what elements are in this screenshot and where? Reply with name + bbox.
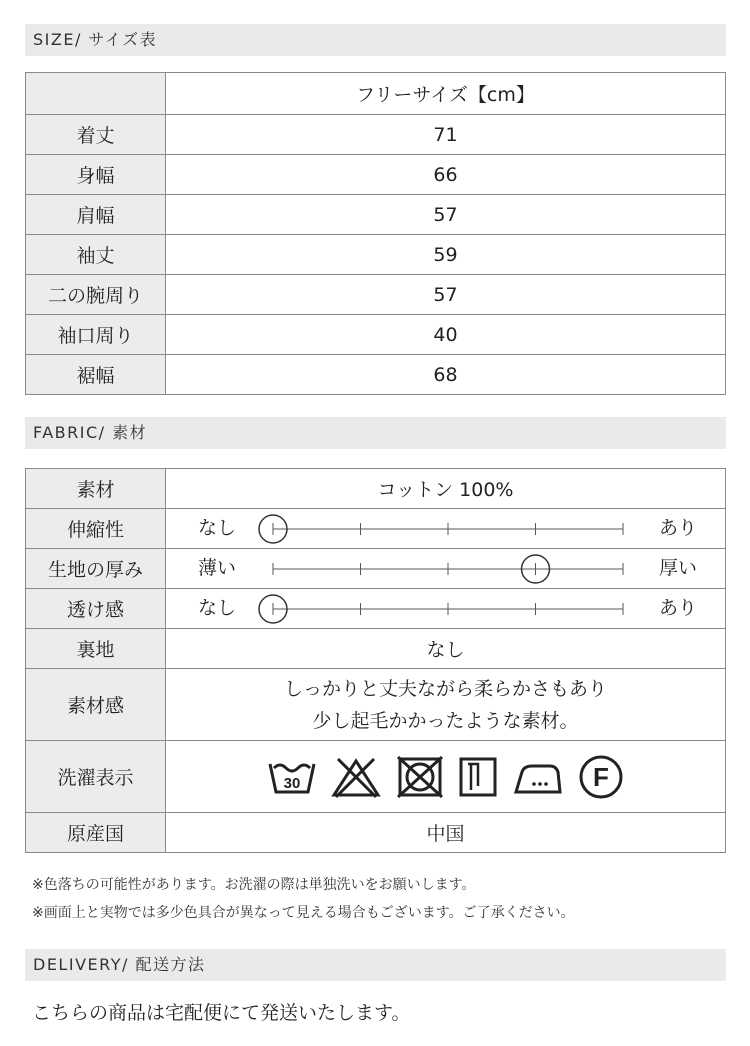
fabric-label-texture: 素材感	[26, 669, 166, 741]
no-tumble-dry-icon	[396, 756, 444, 798]
size-label: 袖口周り	[26, 315, 166, 355]
stretch-scale	[166, 509, 726, 549]
table-row	[26, 549, 726, 589]
size-value: 57	[166, 275, 726, 315]
scale-right-label: あり	[658, 517, 697, 539]
delivery-section-header: DELIVERY/ 配送方法	[25, 949, 726, 981]
table-row	[26, 741, 726, 813]
wash-temp-label: 30	[283, 774, 300, 792]
fabric-label-thickness: 生地の厚み	[26, 549, 166, 589]
size-value: 40	[166, 315, 726, 355]
size-label: 身幅	[26, 155, 166, 195]
table-row	[26, 195, 726, 235]
scale-left-label: 薄い	[198, 557, 237, 579]
size-table	[25, 72, 726, 395]
no-bleach-icon	[330, 755, 382, 799]
line-dry-icon	[458, 756, 498, 798]
fabric-value-lining: なし	[166, 629, 726, 669]
size-corner-cell	[26, 73, 166, 115]
texture-line: 少し起毛かかったような素材。	[312, 709, 579, 732]
size-value: 68	[166, 355, 726, 395]
table-row	[26, 813, 726, 853]
table-row	[26, 275, 726, 315]
size-column-header: フリーサイズ【cm】	[166, 73, 726, 115]
scale-right-label: 厚い	[658, 557, 697, 579]
size-value: 66	[166, 155, 726, 195]
fabric-label-lining: 裏地	[26, 629, 166, 669]
size-label: 肩幅	[26, 195, 166, 235]
table-row	[26, 355, 726, 395]
iron-low-icon	[512, 756, 564, 798]
fabric-value-texture	[166, 669, 726, 741]
fabric-label-material: 素材	[26, 469, 166, 509]
fabric-label-origin: 原産国	[26, 813, 166, 853]
size-value: 59	[166, 235, 726, 275]
scale-slider	[166, 549, 726, 588]
scale-left-label: なし	[198, 517, 237, 539]
fabric-value-origin: 中国	[166, 813, 726, 853]
care-symbols	[166, 741, 726, 813]
dry-clean-letter: F	[592, 761, 609, 792]
scale-slider	[166, 589, 726, 628]
table-row	[26, 115, 726, 155]
fabric-label-stretch: 伸縮性	[26, 509, 166, 549]
fabric-table	[25, 468, 726, 853]
dry-clean-f-icon	[578, 754, 624, 800]
fabric-section-header: FABRIC/ 素材	[25, 417, 726, 449]
table-row	[26, 469, 726, 509]
size-label: 二の腕周り	[26, 275, 166, 315]
fabric-value-material: コットン 100%	[166, 469, 726, 509]
scale-right-label: あり	[658, 597, 697, 619]
texture-line: しっかりと丈夫ながら柔らかさもあり	[283, 677, 607, 700]
table-row	[26, 629, 726, 669]
fabric-label-care: 洗濯表示	[26, 741, 166, 813]
size-label: 袖丈	[26, 235, 166, 275]
table-row	[26, 315, 726, 355]
delivery-text: こちらの商品は宅配便にて発送いたします。	[32, 1002, 411, 1024]
table-row	[26, 235, 726, 275]
note-color-difference: ※画面上と実物では多少色具合が異なって見える場合もございます。ご了承ください。	[32, 905, 575, 921]
wash-30-icon	[268, 756, 316, 798]
size-label: 着丈	[26, 115, 166, 155]
scale-left-label: なし	[198, 597, 237, 619]
note-colorfast: ※色落ちの可能性があります。お洗濯の際は単独洗いをお願いします。	[32, 877, 476, 893]
table-row	[26, 73, 726, 115]
size-label: 裾幅	[26, 355, 166, 395]
fabric-label-sheerness: 透け感	[26, 589, 166, 629]
scale-slider	[166, 509, 726, 548]
table-row	[26, 669, 726, 741]
table-row	[26, 155, 726, 195]
table-row	[26, 589, 726, 629]
size-value: 57	[166, 195, 726, 235]
size-section-header: SIZE/ サイズ表	[25, 24, 726, 56]
sheerness-scale	[166, 589, 726, 629]
thickness-scale	[166, 549, 726, 589]
table-row	[26, 509, 726, 549]
size-value: 71	[166, 115, 726, 155]
